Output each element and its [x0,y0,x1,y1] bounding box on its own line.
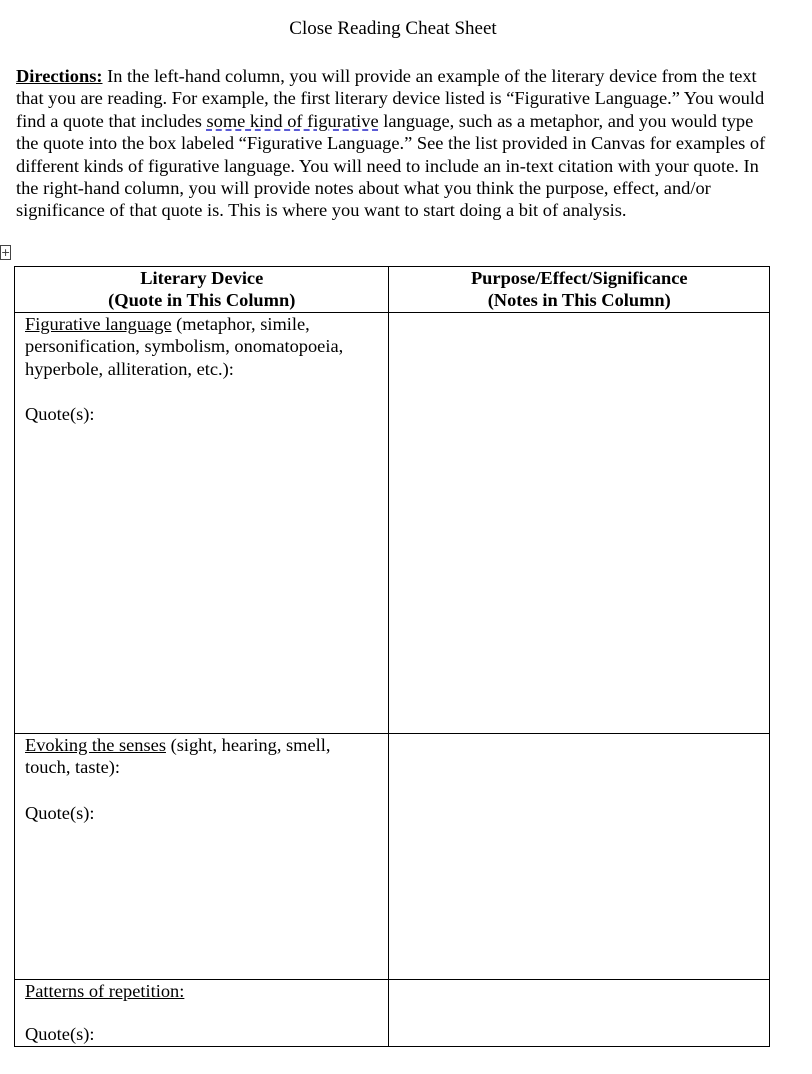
grammar-flagged-phrase[interactable]: some kind of figurative [206,110,379,131]
directions-label: Directions: [16,66,103,86]
header-purpose-line2: (Notes in This Column) [487,290,671,311]
table-header-row [15,267,770,313]
quote-label: Quote(s): [25,802,95,823]
directions-text-part1: In the left-hand column, you will provide an example of the literary device from the text that you are reading. For example, the first literary device listed is “Figurative Language.” You would find a quote that includes [16,66,765,131]
header-purpose-line1: Purpose/Effect/Significance [470,268,688,288]
notes-cell-figurative-language[interactable] [389,312,770,733]
header-literary-device[interactable] [15,267,389,313]
table-row [15,979,770,1046]
device-cell-evoking-senses[interactable] [15,733,389,979]
notes-cell-patterns-repetition[interactable] [389,979,770,1046]
quote-label: Quote(s): [25,404,95,425]
table-move-handle-icon[interactable]: + [1,246,11,259]
device-name: Evoking the senses [25,734,166,755]
table-row [15,733,770,979]
device-name: Figurative language [25,313,172,334]
directions-paragraph[interactable] [16,65,774,222]
header-purpose-effect[interactable] [389,267,770,313]
notes-cell-evoking-senses[interactable] [389,733,770,979]
table-row [15,312,770,733]
device-detail: (metaphor, simile, personification, symbolism, onomatopoeia, hyperbole, alliteration, etc.): [25,313,344,379]
page-title: Close Reading Cheat Sheet [289,18,497,39]
device-name: Patterns of repetition: [25,980,185,1001]
directions-text-part2: language, such as a metaphor, and you would type the quote into the box labeled “Figurative Language.” See the list provided in Canvas for examples of different kinds of figurative language. You will need to include an in-text citation with your quote. In the right-hand column, you will provide notes about what you think the purpose, effect, and/or significance of that quote is. This is where you want to start doing a bit of analysis. [16,110,766,221]
header-literary-device-line1: Literary Device [140,268,264,288]
header-literary-device-line2: (Quote in This Column) [108,290,296,311]
device-cell-patterns-repetition[interactable] [15,979,389,1046]
device-cell-figurative-language[interactable] [15,312,389,733]
close-reading-table [14,266,770,1047]
device-detail: (sight, hearing, smell, touch, taste): [25,734,331,778]
quote-label: Quote(s): [25,1024,95,1045]
